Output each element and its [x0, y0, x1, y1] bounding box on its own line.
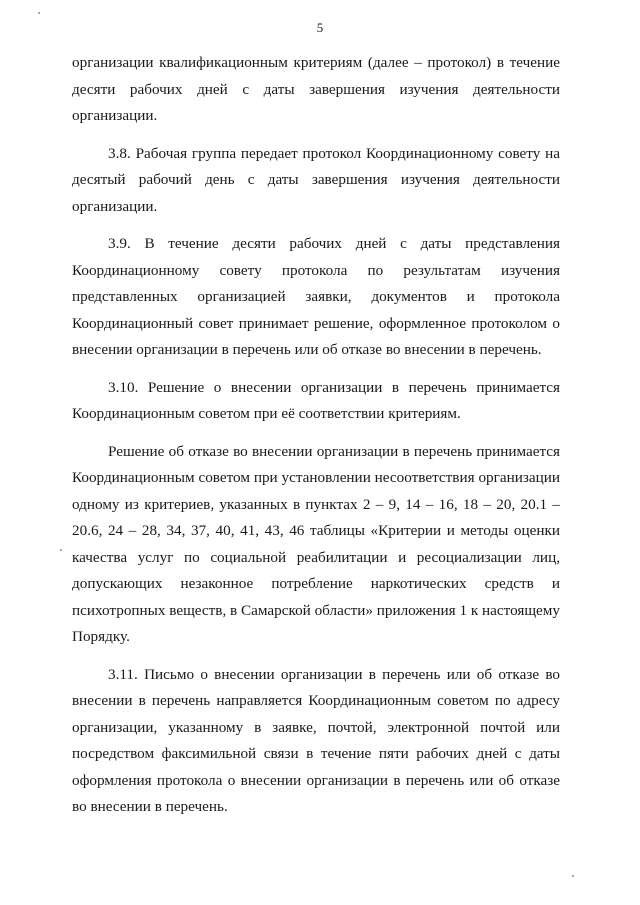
paragraph-continuation: организации квалификационным критериям (далее – протокол) в течение десяти рабочих дней с даты завершения изучения деятельности организации. — [72, 54, 560, 124]
scan-speck — [38, 12, 40, 14]
page-number: 5 — [316, 20, 324, 35]
paragraph-3-9: 3.9. В течение десяти рабочих дней с даты представления Координационному совету протокола по результатам изучения представленных организацией заявки, документов и протокола Координационный совет принимает решение, оформленное протоколом о внесении организации в перечень или об отказе во внесении в перечень. — [72, 235, 560, 358]
paragraph-3-10: 3.10. Решение о внесении организации в перечень принимается Координационным советом при её соответствии критериям. — [72, 378, 560, 422]
document-body — [72, 50, 560, 832]
paragraph-3-8: 3.8. Рабочая группа передает протокол Координационному совету на десятый рабочий день с даты завершения изучения деятельности организации. — [72, 144, 560, 215]
scan-speck — [572, 875, 574, 877]
paragraph-refusal: Решение об отказе во внесении организации в перечень принимается Координационным советом при установлении несоответствия организации одному из критериев, указанных в пунктах 2 – 9, 14 – 16, 18 – 20, 20.1 – 20.6, 24 – 28, 34, 37, 40, 41, 43, 46 таблицы «Критерии и методы оценки качества услуг по социальной реабилитации и ресоциализации лиц, допускающих незаконное потребление наркотических средств и психотропных веществ, в Самарской области» приложения 1 к настоящему Порядку. — [72, 442, 561, 645]
scan-speck — [60, 549, 62, 551]
paragraph-3-11: 3.11. Письмо о внесении организации в перечень или об отказе во внесении в перечень направляется Координационным советом по адресу организации, указанному в заявке, почтой, электронной почтой или посредством факсимильной связи в течение пяти рабочих дней с даты оформления протокола о внесении организации в перечень или об отказе во внесении в перечень. — [72, 665, 560, 815]
